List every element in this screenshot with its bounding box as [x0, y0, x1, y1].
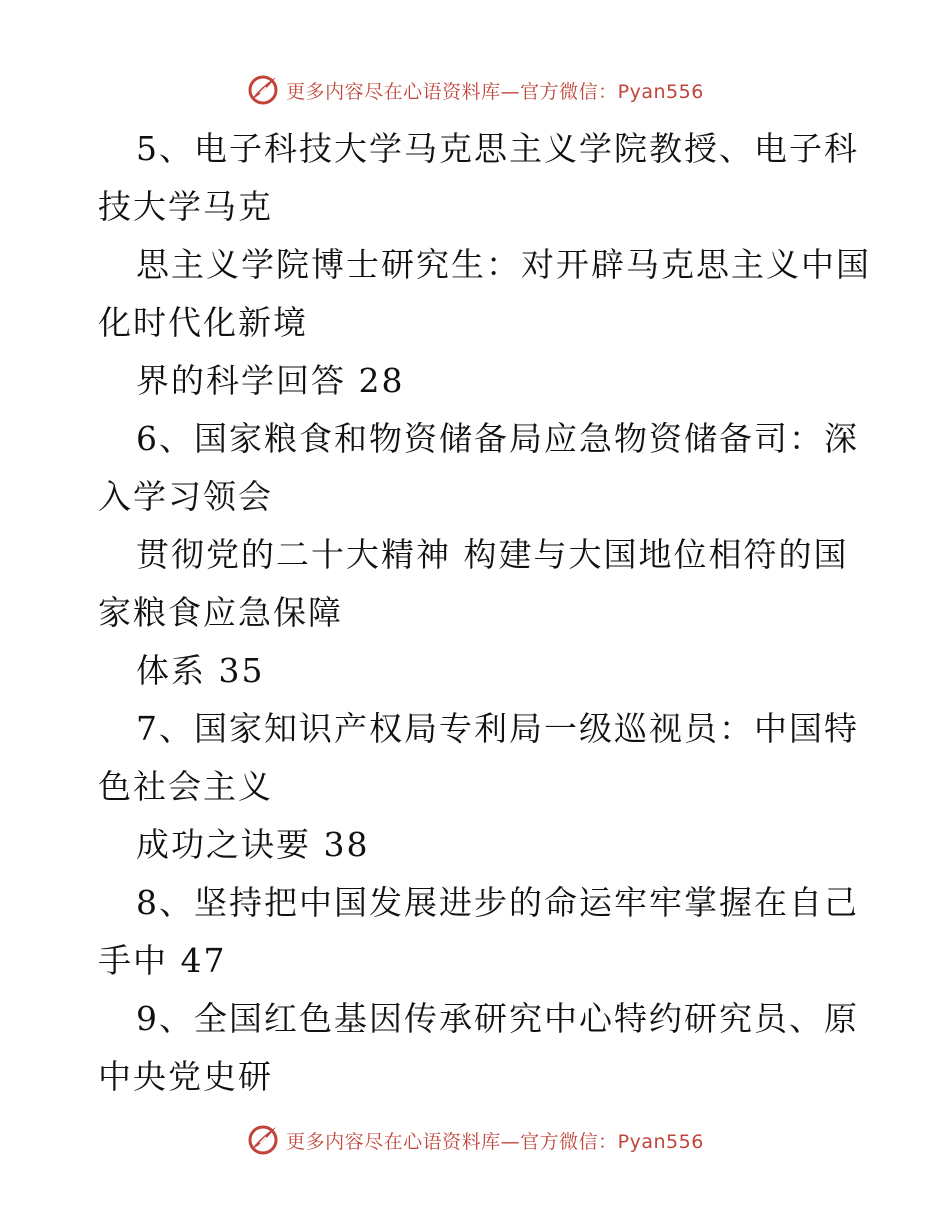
footer-banner-inner [246, 1123, 704, 1157]
header-banner-text: 更多内容尽在心语资料库—官方微信：Pyan556 [286, 80, 704, 103]
toc-line: 8、坚持把中国发展进步的命运牢牢掌握在自己 [136, 883, 859, 922]
toc-line: 技大学马克 [98, 187, 273, 226]
toc-line: 成功之诀要 38 [136, 825, 370, 864]
toc-line: 思主义学院博士研究生：对开辟马克思主义中国 [136, 245, 871, 284]
toc-line: 家粮食应急保障 [98, 593, 343, 632]
quill-logo-icon [246, 73, 280, 107]
toc-line: 体系 35 [136, 651, 265, 690]
footer-banner-text: 更多内容尽在心语资料库—官方微信：Pyan556 [286, 1130, 704, 1153]
toc-line: 5、电子科技大学马克思主义学院教授、电子科 [136, 129, 859, 168]
footer-banner [0, 1120, 950, 1160]
toc-line: 入学习领会 [98, 477, 273, 516]
header-banner-inner [246, 73, 704, 107]
toc-line: 贯彻党的二十大精神 构建与大国地位相符的国 [136, 535, 849, 574]
toc-line: 7、国家知识产权局专利局一级巡视员：中国特 [136, 709, 859, 748]
document-body [98, 120, 871, 1106]
toc-line: 9、全国红色基因传承研究中心特约研究员、原 [136, 999, 859, 1038]
toc-line: 中央党史研 [98, 1057, 273, 1096]
toc-line: 色社会主义 [98, 767, 273, 806]
toc-line: 手中 47 [98, 941, 227, 980]
toc-line: 化时代化新境 [98, 303, 308, 342]
quill-logo-icon [246, 1123, 280, 1157]
toc-line: 界的科学回答 28 [136, 361, 405, 400]
toc-line: 6、国家粮食和物资储备局应急物资储备司：深 [136, 419, 859, 458]
header-banner [0, 70, 950, 110]
